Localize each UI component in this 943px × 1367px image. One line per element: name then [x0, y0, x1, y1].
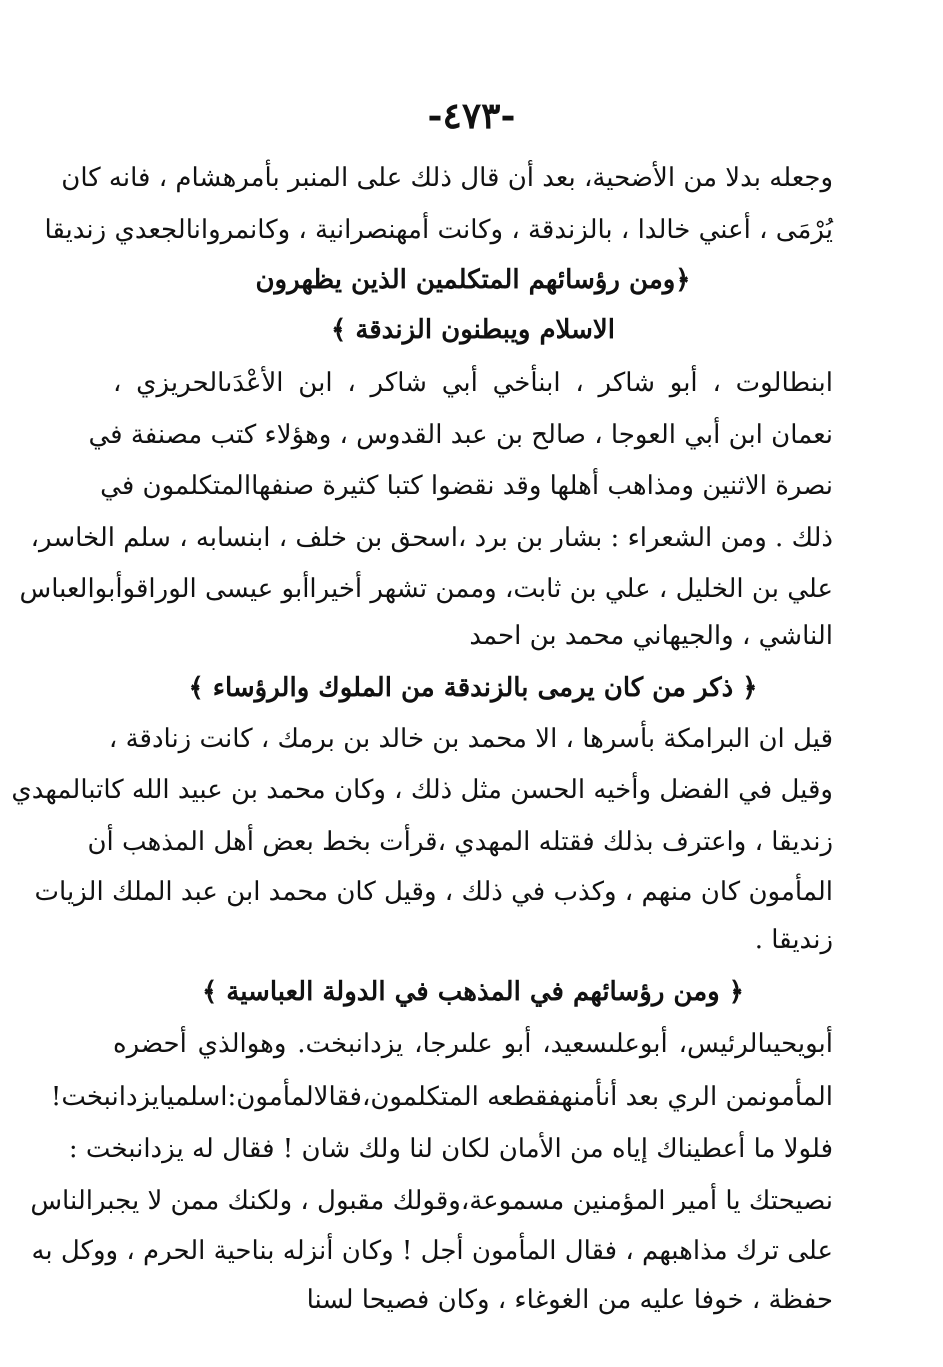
page-number: -٤٧٣-	[427, 95, 516, 137]
text-line: نصرة الاثنين ومذاهب أهلها وقد نقضوا كتبا كثيرة صنفهاالمتكلمون في	[100, 471, 833, 501]
text-line: وجعله بدلا من الأضحية، بعد أن قال ذلك على المنبر بأمرهشام ، فانه كان	[61, 163, 833, 193]
text-line: أبويحيىالرئيس، أبوعلىسعيد، أبو علىرجا، يزدانبخت. وهوالذي أحضره	[113, 1029, 833, 1059]
text-line: زنديقا ، واعترف بذلك فقتله المهدي ،قرأت بخط بعض أهل المذهب أن	[87, 827, 833, 857]
text-line: على ترك مذاهبهم ، فقال المأمون أجل ! وكان أنزله بناحية الحرم ، ووكل به	[31, 1236, 833, 1266]
text-line: وقيل في الفضل وأخيه الحسن مثل ذلك ، وكان محمد بن عبيد الله كاتبالمهدي	[11, 775, 833, 805]
section-heading: ﴿ ومن رؤسائهم في المذهب في الدولة العباسية ﴾	[201, 977, 744, 1007]
text-line: نصيحتك يا أمير المؤمنين مسموعة،وقولك مقبول ، ولكنك ممن لا يجبرالناس	[30, 1186, 833, 1216]
text-line: قيل ان البرامكة بأسرها ، الا محمد بن خالد بن برمك ، كانت زنادقة ،	[108, 724, 833, 754]
text-line: نعمان ابن أبي العوجا ، صالح بن عبد القدوس ، وهؤلاء كتب مصنفة في	[88, 420, 833, 450]
text-line: يُرْمَى ، أعني خالدا ، بالزندقة ، وكانت أمهنصرانية ، وكانمروانالجعدي زنديقا	[44, 215, 833, 245]
text-line: زنديقا .	[754, 925, 833, 955]
text-line: المأمونمن الري بعد أنأمنهفقطعه المتكلمون،فقالالمأمون:اسلميايزدانبخت!	[50, 1082, 833, 1112]
text-line: ابنطالوت ، أبو شاكر ، ابنأخي أبي شاكر ، ابن الأعْدَىالحريزي ،	[113, 368, 833, 398]
text-line: ذلك . ومن الشعراء : بشار بن برد ،اسحق بن خلف ، ابنسابه ، سلم الخاسر،	[30, 523, 833, 553]
section-heading: الاسلام ويبطنون الزندقة ﴾	[331, 315, 615, 345]
section-heading: ﴿ومن رؤسائهم المتكلمين الذين يظهرون	[255, 265, 691, 295]
section-heading: ﴿ ذكر من كان يرمى بالزندقة من الملوك والرؤساء ﴾	[188, 673, 758, 703]
text-line: علي بن الخليل ، علي بن ثابت، وممن تشهر أخيراأبو عيسى الوراقوأبوالعباس	[19, 574, 833, 604]
text-line: فلولا ما أعطيناك إياه من الأمان لكان لنا ولك شان ! فقال له يزدانبخت :	[68, 1134, 833, 1164]
text-line: الناشي ، والجيهاني محمد بن احمد	[469, 621, 833, 651]
text-line: حفظة ، خوفا عليه من الغوغاء ، وكان فصيحا لسنا	[306, 1285, 833, 1315]
text-line: المأمون كان منهم ، وكذب في ذلك ، وقيل كان محمد ابن عبد الملك الزيات	[34, 877, 833, 907]
